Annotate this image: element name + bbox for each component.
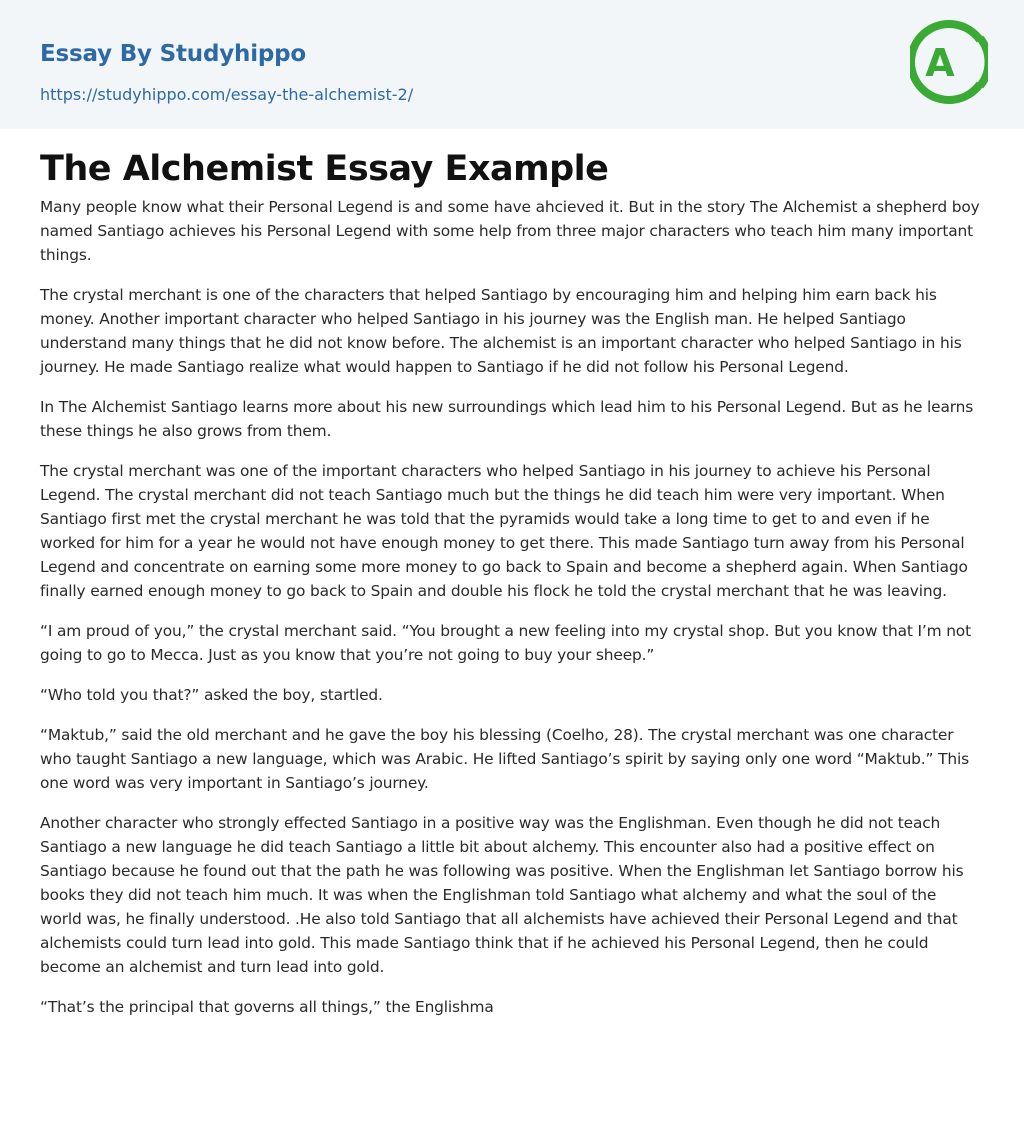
paragraph: The crystal merchant is one of the characters that helped Santiago by encouraging him and helping him earn back his money. Another important character who helped Santiago in his journey was the English man. He helped Santiago understand many things that he did not know before. The alchemist is an important character who helped Santiago in his journey. He made Santiago realize what would happen to Santiago if he did not follow his Personal Legend.: [40, 286, 962, 376]
paragraph: “I am proud of you,” the crystal merchant said. “You brought a new feeling into my crystal shop. But you know that I’m not going to go to Mecca. Just as you know that you’re not going to buy your sheep.”: [40, 622, 971, 664]
paragraph: The crystal merchant was one of the important characters who helped Santiago in his journey to achieve his Personal Legend. The crystal merchant did not teach Santiago much but the things he did teach him were very important. When Santiago first met the crystal merchant he was told that the pyramids would take a long time to get to and even if he worked for him for a year he would not have enough money to get there. This made Santiago turn away from his Personal Legend and concentrate on earning some more money to go back to Spain and become a shepherd again. When Santiago finally earned enough money to go back to Spain and double his flock he told the crystal merchant that he was leaving.: [40, 462, 968, 600]
page-title: The Alchemist Essay Example: [40, 149, 609, 189]
paragraph: Another character who strongly effected Santiago in a positive way was the Englishman. Even though he did not teach Santiago a new language he did teach Santiago a little bit about alchemy. This encounter also had a positive effect on Santiago because he found out that the path he was following was positive. When the Englishman let Santiago borrow his books they did not teach him much. It was when the Englishman told Santiago what alchemy and what the soul of the world was, he finally understood. .He also told Santiago that all alchemists have achieved their Personal Legend and that alchemists could turn lead into gold. This made Santiago think that if he achieved his Personal Legend, then he could become an alchemist and turn lead into gold.: [40, 814, 964, 976]
site-brand[interactable]: Essay By Studyhippo: [40, 41, 307, 67]
essay-url-link[interactable]: https://studyhippo.com/essay-the-alchemist-2/: [40, 85, 414, 104]
paragraph: “That’s the principal that governs all things,” the Englishma: [40, 998, 494, 1016]
site-header: [0, 0, 1024, 129]
paragraph: “Who told you that?” asked the boy, startled.: [40, 686, 383, 704]
paragraph: Many people know what their Personal Legend is and some have ahcieved it. But in the story The Alchemist a shepherd boy named Santiago achieves his Personal Legend with some help from three major characters who teach him many important things.: [40, 198, 980, 264]
logo-ring-right: [980, 38, 988, 86]
article: [0, 129, 1024, 1019]
studyhippo-logo-icon[interactable]: [910, 18, 988, 106]
paragraph: In The Alchemist Santiago learns more about his new surroundings which lead him to his Personal Legend. But as he learns these things he also grows from them.: [40, 398, 974, 440]
paragraph: “Maktub,” said the old merchant and he gave the boy his blessing (Coelho, 28). The crystal merchant was one character who taught Santiago a new language, which was Arabic. He lifted Santiago’s spirit by saying only one word “Maktub.” This one word was very important in Santiago’s journey.: [40, 726, 969, 792]
logo-letter: A: [925, 41, 955, 85]
